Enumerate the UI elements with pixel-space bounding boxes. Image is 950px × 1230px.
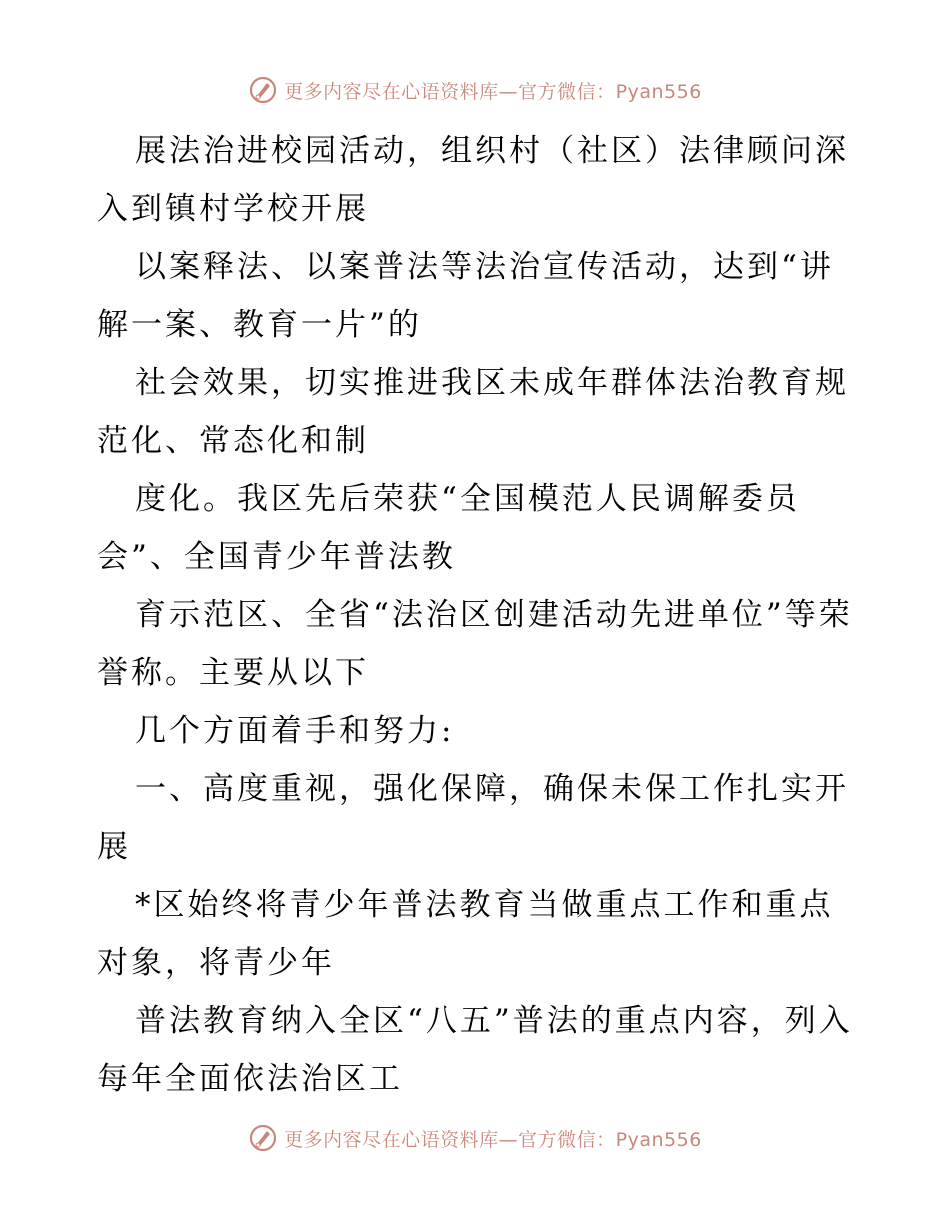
section-heading: 一、高度重视，强化保障，确保未保工作扎实开展 (97, 771, 849, 865)
paragraph: 展法治进校园活动，组织村（社区）法律顾问深入到镇村学校开展 (97, 133, 849, 227)
paragraph: 以案释法、以案普法等法治宣传活动，达到“讲解一案、教育一片”的 (97, 249, 834, 343)
pen-logo-icon (248, 1123, 278, 1153)
pen-logo-icon (248, 75, 278, 105)
watermark-text: 更多内容尽在心语资料库—官方微信：Pyan556 (284, 80, 702, 103)
paragraph: 度化。我区先后荣获“全国模范人民调解委员会”、全国青少年普法教 (97, 481, 800, 575)
document-body (97, 122, 857, 1108)
paragraph: 普法教育纳入全区“八五”普法的重点内容，列入每年全面依法治区工 (97, 1003, 853, 1097)
header-watermark (0, 70, 950, 110)
paragraph: 育示范区、全省“法治区创建活动先进单位”等荣誉称。主要从以下 (97, 597, 853, 691)
paragraph: 社会效果，切实推进我区未成年群体法治教育规范化、常态化和制 (97, 365, 849, 459)
footer-watermark (0, 1118, 950, 1158)
paragraph: *区始终将青少年普法教育当做重点工作和重点对象，将青少年 (97, 887, 834, 981)
watermark-text: 更多内容尽在心语资料库—官方微信：Pyan556 (284, 1128, 702, 1151)
paragraph: 几个方面着手和努力: (135, 713, 455, 749)
